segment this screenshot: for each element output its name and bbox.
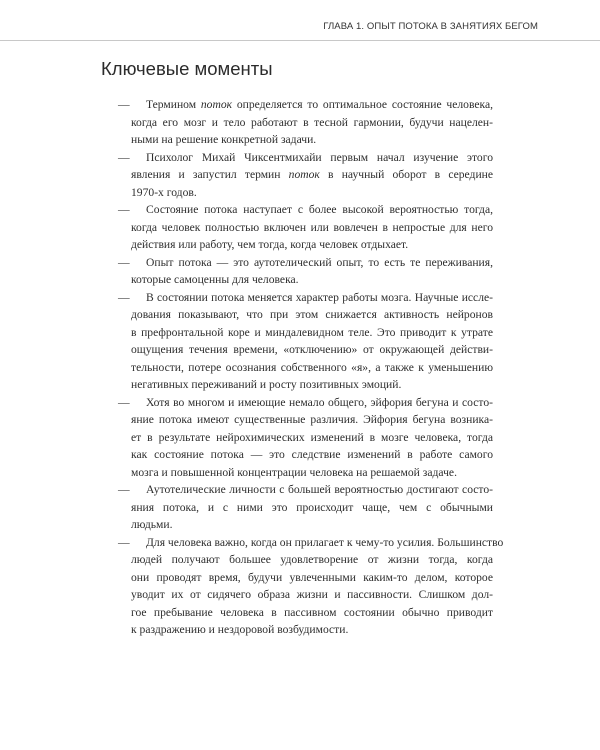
text-run: в научный оборот в середине [319, 168, 493, 181]
text-line: Для человека важно, когда он прилагает к чему-то усилия. Большинство [146, 535, 504, 549]
text-line: 1970-х годов. [131, 185, 197, 199]
list-dash: — [118, 290, 130, 304]
text-line: когда его мозг и тело работают в тесной гармонии, будучи нацелен- [131, 115, 493, 129]
key-point [0, 289, 600, 394]
text-line: Состояние потока наступает с более высокой вероятностью тогда, [146, 203, 493, 216]
text-line: негативных переживаний и росту позитивных эмоций. [131, 378, 402, 391]
key-point [0, 201, 600, 254]
text-line: Хотя во многом и имеющие немало общего, эйфория бегуна и состо- [146, 395, 493, 409]
text-line: к раздражению и нездоровой возбудимости. [131, 623, 349, 636]
text-line: людьми. [131, 518, 173, 531]
text-line: яние потока имеют существенные различия. Эйфория бегуна возника- [131, 413, 493, 426]
text-line: Психолог Михай Чиксентмихайи первым начал изучение этого [146, 150, 493, 164]
text-line: яния потока, и с ними это происходит чаще, чем с обычными [131, 500, 493, 514]
text-line: когда человек полностью включен или вовлечен в непростые для него [131, 220, 493, 234]
italic-term: поток [200, 98, 233, 111]
text-line [131, 166, 493, 184]
list-dash: — [118, 255, 130, 269]
list-dash: — [118, 150, 130, 164]
list-dash: — [118, 395, 130, 409]
text-line: мозга и повышенной концентрации человека на решаемой задаче. [131, 465, 457, 479]
list-dash: — [118, 203, 130, 216]
section-title: Ключевые моменты [101, 58, 273, 79]
key-point [0, 481, 600, 534]
key-point [0, 254, 600, 289]
list-dash: — [118, 483, 130, 496]
list-dash: — [118, 98, 130, 111]
text-line: которые самоценны для человека. [131, 273, 299, 286]
text-line: уводит их от сидячего образа жизни и пассивности. Слишком дол- [131, 588, 493, 601]
text-line: ными на решение конкретной задачи. [131, 133, 317, 146]
text-line: Аутотелические личности с большей вероятностью достигают состо- [146, 483, 493, 496]
key-points-list [0, 96, 600, 639]
italic-term: поток [288, 168, 320, 181]
text-run: Термином [146, 98, 201, 111]
header-rule [0, 40, 600, 41]
text-run: явления и запустил термин [131, 168, 289, 181]
key-point [0, 534, 600, 639]
text-line [146, 96, 493, 114]
text-line: тельности, потере осознания собственного «я», а также к уменьшению [131, 360, 493, 374]
key-point [0, 394, 600, 482]
text-line: ет в результате нейрохимических изменений в мозге человека, тогда [131, 430, 493, 444]
text-line: Опыт потока — это аутотелический опыт, то есть те переживания, [146, 255, 493, 269]
text-line: ощущения течения времени, «отключению» от окружающей действи- [131, 343, 493, 356]
text-line: В состоянии потока меняется характер работы мозга. Научные иссле- [146, 290, 493, 304]
text-line: гое пребывание человека в пассивном состоянии обычно приводит [131, 605, 493, 619]
text-line: действия или работу, чем тогда, когда человек отдыхает. [131, 238, 409, 251]
text-line: людей получают большее удовлетворение от жизни тогда, когда [131, 553, 493, 566]
text-line: в префронтальной коре и миндалевидном теле. Это приводит к утрате [131, 325, 493, 339]
key-point [0, 149, 600, 202]
key-point [0, 96, 600, 149]
text-run: определяется то оптимальное состояние человека, [232, 98, 493, 111]
text-line: дования показывают, что при этом снижается активность нейронов [131, 308, 493, 321]
running-head: ГЛАВА 1. ОПЫТ ПОТОКА В ЗАНЯТИЯХ БЕГОМ [323, 21, 538, 32]
text-line: они проводят время, будучи увлеченными каким-то делом, которое [131, 570, 493, 584]
list-dash: — [118, 535, 130, 549]
text-line: как состояние потока — это следствие изменений в работе самого [131, 448, 493, 461]
